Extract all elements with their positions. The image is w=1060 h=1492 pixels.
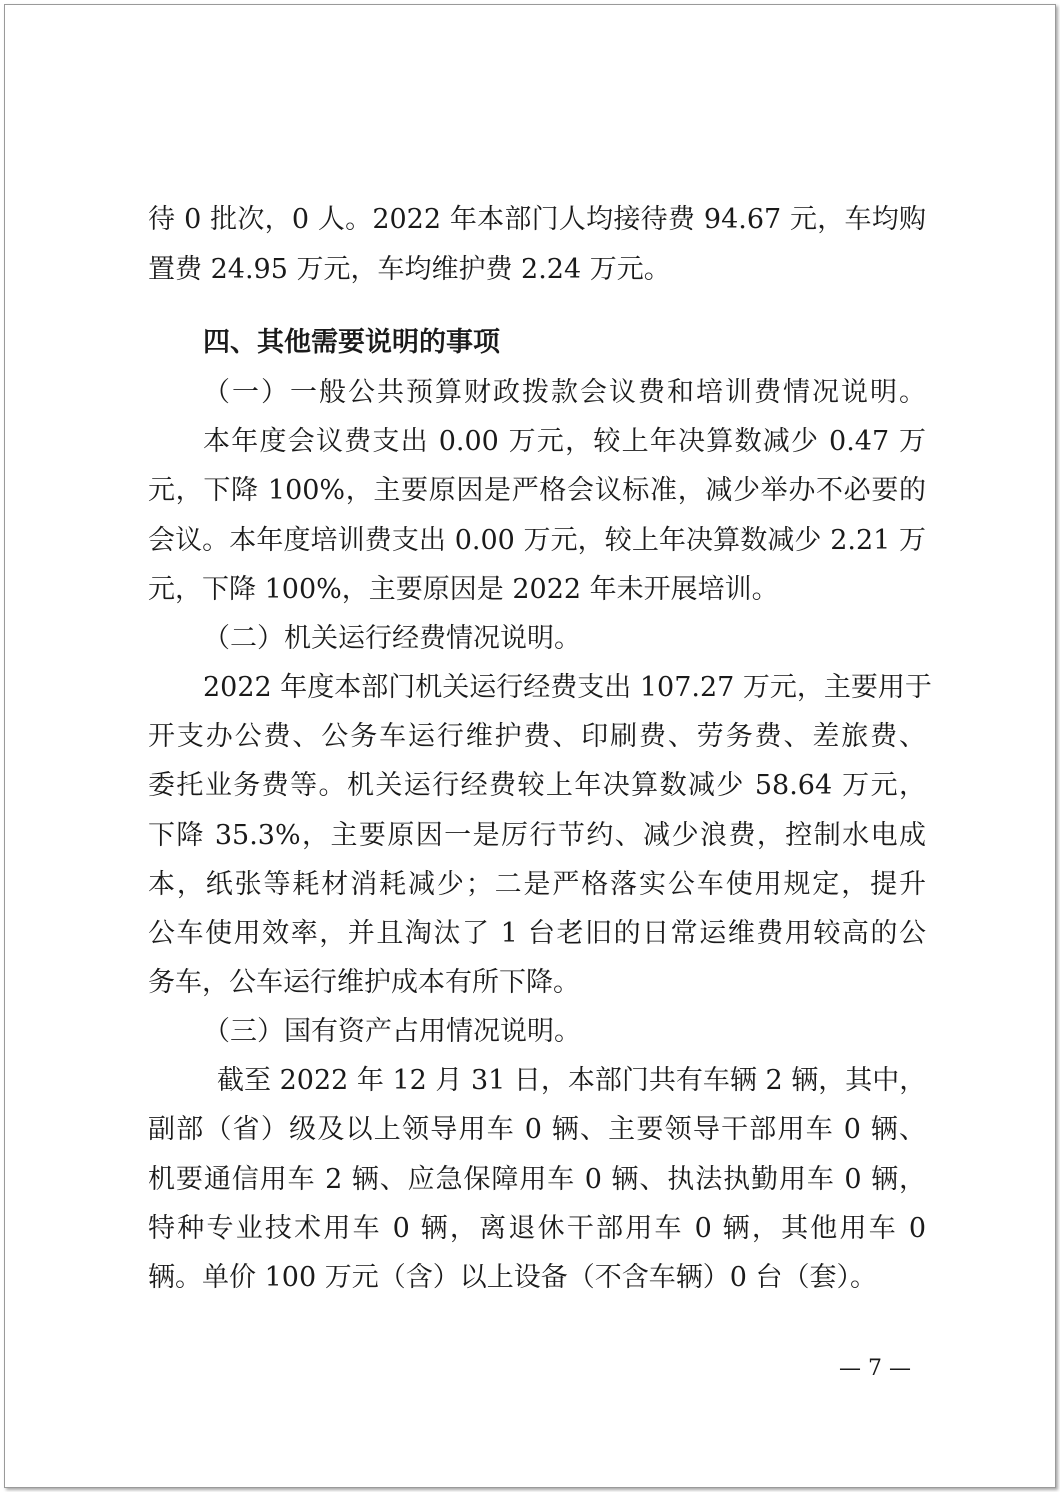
body-line: 本，纸张等耗材消耗减少；二是严格落实公车使用规定，提升 bbox=[148, 869, 926, 900]
body-line: 特种专业技术用车 0 辆，离退休干部用车 0 辆，其他用车 0 bbox=[148, 1213, 926, 1244]
body-line: 本年度会议费支出 0.00 万元，较上年决算数减少 0.47 万 bbox=[203, 426, 926, 457]
body-line: 下降 35.3%，主要原因一是厉行节约、减少浪费，控制水电成 bbox=[148, 820, 926, 851]
body-line: 元，下降 100%，主要原因是严格会议标准，减少举办不必要的 bbox=[148, 475, 926, 506]
body-line: 元，下降 100%，主要原因是 2022 年未开展培训。 bbox=[148, 574, 779, 605]
body-line: 委托业务费等。机关运行经费较上年决算数减少 58.64 万元， bbox=[148, 770, 926, 801]
body-line: 务车，公车运行维护成本有所下降。 bbox=[148, 967, 580, 998]
body-line: 截至 2022 年 12 月 31 日，本部门共有车辆 2 辆，其中， bbox=[217, 1065, 927, 1096]
body-line: 副部（省）级及以上领导用车 0 辆、主要领导干部用车 0 辆、 bbox=[148, 1114, 926, 1145]
body-line: 2022 年度本部门机关运行经费支出 107.27 万元，主要用于 bbox=[203, 672, 932, 703]
page-number: — 7 — bbox=[839, 1356, 911, 1381]
subsection-title: （二）机关运行经费情况说明。 bbox=[203, 623, 581, 654]
subsection-title: （一）一般公共预算财政拨款会议费和培训费情况说明。 bbox=[203, 377, 926, 408]
subsection-title: （三）国有资产占用情况说明。 bbox=[203, 1016, 581, 1047]
body-line: 会议。本年度培训费支出 0.00 万元，较上年决算数减少 2.21 万 bbox=[148, 525, 926, 556]
body-line: 开支办公费、公务车运行维护费、印刷费、劳务费、差旅费、 bbox=[148, 721, 926, 752]
section-heading: 四、其他需要说明的事项 bbox=[203, 327, 500, 358]
body-line: 待 0 批次，0 人。2022 年本部门人均接待费 94.67 元，车均购 bbox=[148, 204, 926, 235]
body-line: 公车使用效率，并且淘汰了 1 台老旧的日常运维费用较高的公 bbox=[148, 918, 926, 949]
body-line: 机要通信用车 2 辆、应急保障用车 0 辆、执法执勤用车 0 辆， bbox=[148, 1164, 926, 1195]
body-line: 辆。单价 100 万元（含）以上设备（不含车辆）0 台（套）。 bbox=[148, 1262, 877, 1293]
body-line: 置费 24.95 万元，车均维护费 2.24 万元。 bbox=[148, 254, 671, 285]
